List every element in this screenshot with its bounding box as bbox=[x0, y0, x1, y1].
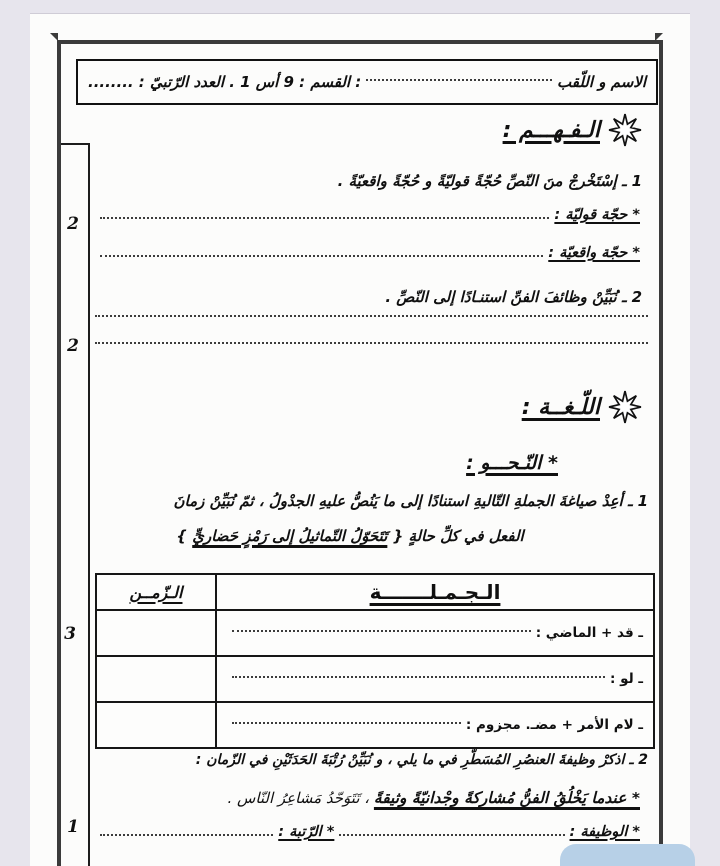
name-answer-line bbox=[366, 79, 552, 81]
rank-label: * الرّتبة : bbox=[278, 824, 335, 840]
eight-point-star-icon bbox=[608, 113, 642, 147]
language-section-header bbox=[522, 390, 642, 424]
column-header-sentence: الـجـمـلـــــــة bbox=[215, 575, 653, 609]
target-sentence: تَتَحَوّلُ التّماثيلُ إلى رَمْزٍ حَضاريٍّ bbox=[192, 527, 388, 545]
answer-dotted-line bbox=[100, 217, 549, 219]
comprehension-question-1: 1 ـ إسْتَخْرجْ منَ النّصِّ حُجّةً قوليّةً و حُجّةً واقعيّةً . bbox=[337, 172, 642, 190]
class-and-ordinal-label: : القسم : 9 أس 1 . العدد الرّتبيّ : ........ bbox=[88, 73, 362, 91]
comprehension-section-header bbox=[503, 113, 642, 147]
answer-dotted-line bbox=[100, 255, 543, 257]
column-header-tense: الـزّمــن bbox=[129, 582, 183, 602]
function-label: * الوظيفة : bbox=[569, 824, 640, 840]
sentence-cell bbox=[215, 657, 653, 701]
answer-row-factual-argument bbox=[95, 245, 640, 261]
frame-corner-ornament bbox=[655, 33, 663, 41]
answer-dotted-line bbox=[232, 630, 531, 632]
sentence-cell bbox=[215, 703, 653, 747]
margin-column-line bbox=[88, 143, 90, 866]
question-sentence-suffix: } bbox=[176, 527, 187, 545]
grammar-question-1-line1: 1 ـ أعِدْ صياغةَ الجملةِ التّاليةِ استنادًا إلى ما يَنُصُّ عليهِ الجدْولُ ، ثمّ نُبَيِّنْ زمانَ bbox=[173, 492, 648, 510]
function-rank-answer-row bbox=[95, 824, 640, 840]
table-row bbox=[97, 609, 653, 655]
comprehension-title: الـفـهـــم : bbox=[502, 117, 600, 143]
language-title: اللّـغــة : bbox=[521, 394, 600, 420]
student-info-box bbox=[76, 59, 658, 105]
margin-column-cap bbox=[61, 143, 90, 145]
tense-table bbox=[95, 573, 655, 749]
answer-dotted-line bbox=[95, 315, 648, 317]
answer-dotted-line bbox=[232, 722, 461, 724]
eight-point-star-icon bbox=[608, 390, 642, 424]
comprehension-question-2: 2 ـ نُبَيِّنْ وظائفَ الفنِّ استنـادًا إلى النّصِّ . bbox=[385, 288, 642, 306]
answer-row-quote-argument bbox=[95, 207, 640, 223]
example-sentence bbox=[100, 789, 640, 807]
sentence-cell bbox=[215, 611, 653, 655]
grammar-subsection-title: * النّـحـــو : bbox=[466, 452, 558, 474]
answer-dotted-line bbox=[339, 834, 564, 836]
underlined-clause: * عندما يَخْلُقُ الفنُّ مُشاركةً وجْدانيّةً وثيقةً bbox=[373, 789, 640, 807]
grammar-question-1-line2 bbox=[100, 527, 600, 545]
table-header-row bbox=[97, 575, 653, 609]
answer-dotted-line bbox=[232, 676, 605, 678]
factual-argument-label: * حجّة واقعيّة : bbox=[548, 245, 640, 261]
tense-answer-cell bbox=[97, 611, 215, 655]
score-badge: 2 bbox=[67, 214, 79, 234]
frame-corner-ornament bbox=[50, 33, 58, 41]
table-row bbox=[97, 701, 653, 747]
tense-answer-cell bbox=[97, 657, 215, 701]
table-row bbox=[97, 655, 653, 701]
row-label-qad-past: ـ قد + الماضي : bbox=[535, 625, 643, 641]
answer-dotted-line bbox=[95, 342, 648, 344]
name-label: الاسم و اللّقب bbox=[557, 73, 646, 91]
row-label-law: ـ لو : bbox=[610, 671, 643, 687]
score-badge: 3 bbox=[64, 624, 76, 644]
quote-argument-label: * حجّة قوليّة : bbox=[554, 207, 640, 223]
grammar-question-2: 2 ـ اذكرْ وظيفةَ العنصُرِ المُسَطّرِ في ما يلي ، و نُبَيِّنْ رُتْبَةَ الحَدَثَيْنِ في الزّمان : bbox=[195, 752, 648, 768]
score-badge: 1 bbox=[67, 817, 79, 837]
answer-dotted-line bbox=[100, 834, 273, 836]
score-badge: 2 bbox=[67, 336, 79, 356]
viewer-overlay-button[interactable] bbox=[560, 844, 695, 866]
question-sentence-prefix: الفعل في كلِّ حالةٍ { bbox=[392, 527, 524, 545]
tense-answer-cell bbox=[97, 703, 215, 747]
row-label-lam-amr: ـ لام الأمر + مضـ. مجزوم : bbox=[465, 717, 643, 733]
rest-of-sentence: ، تَتَوَحّدُ مَشاعِرُ النّاس . bbox=[227, 789, 370, 807]
